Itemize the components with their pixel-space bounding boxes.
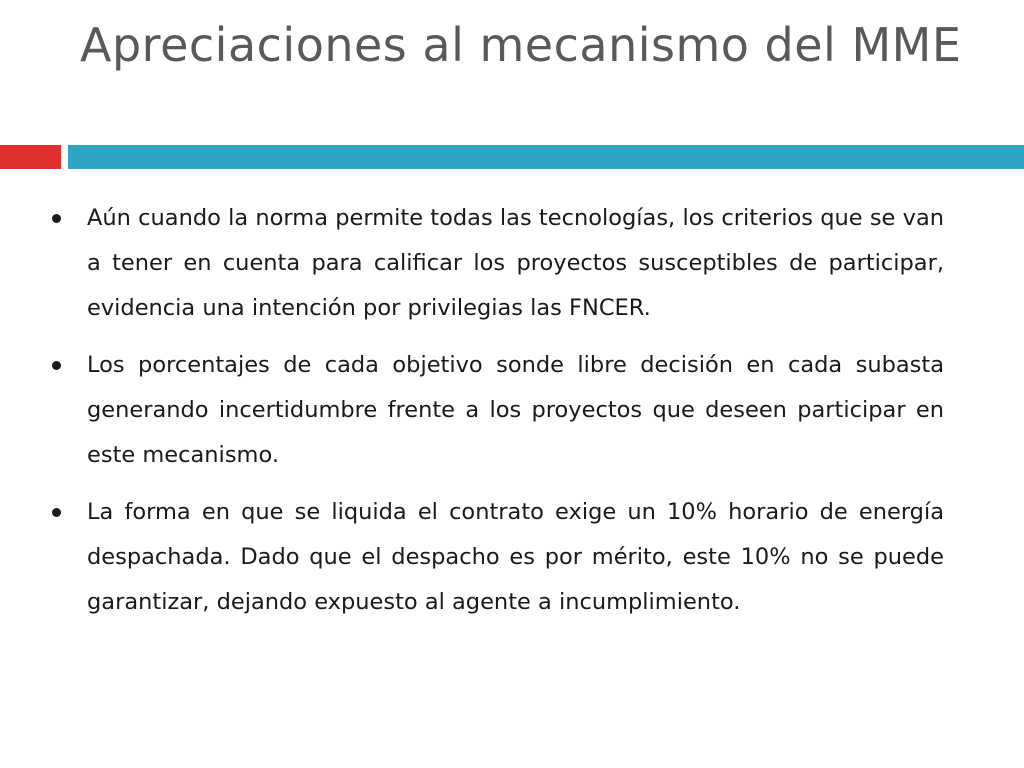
bullet-dot-icon [52, 508, 61, 517]
bullet-dot-icon [52, 214, 61, 223]
slide-title: Apreciaciones al mecanismo del MME [80, 18, 962, 72]
bullet-list [40, 196, 944, 637]
bullet-text: La forma en que se liquida el contrato exige un 10% horario de energía despachada. Dado que el despacho es por mérito, este 10% no se puede garantizar, dejando expuesto al agente a incumplimiento. [87, 499, 944, 615]
title-accent-bar-red [0, 145, 61, 169]
bullet-text: Los porcentajes de cada objetivo sonde libre decisión en cada subasta generando incertidumbre frente a los proyectos que deseen participar en este mecanismo. [87, 352, 944, 468]
bullet-dot-icon [52, 361, 61, 370]
title-accent-bar-blue [68, 145, 1024, 169]
bullet-item [40, 490, 944, 625]
bullet-item [40, 196, 944, 331]
bullet-item [40, 343, 944, 478]
bullet-text: Aún cuando la norma permite todas las tecnologías, los criterios que se van a tener en cuenta para calificar los proyectos susceptibles de participar, evidencia una intención por privilegias las FNCER. [87, 205, 944, 321]
